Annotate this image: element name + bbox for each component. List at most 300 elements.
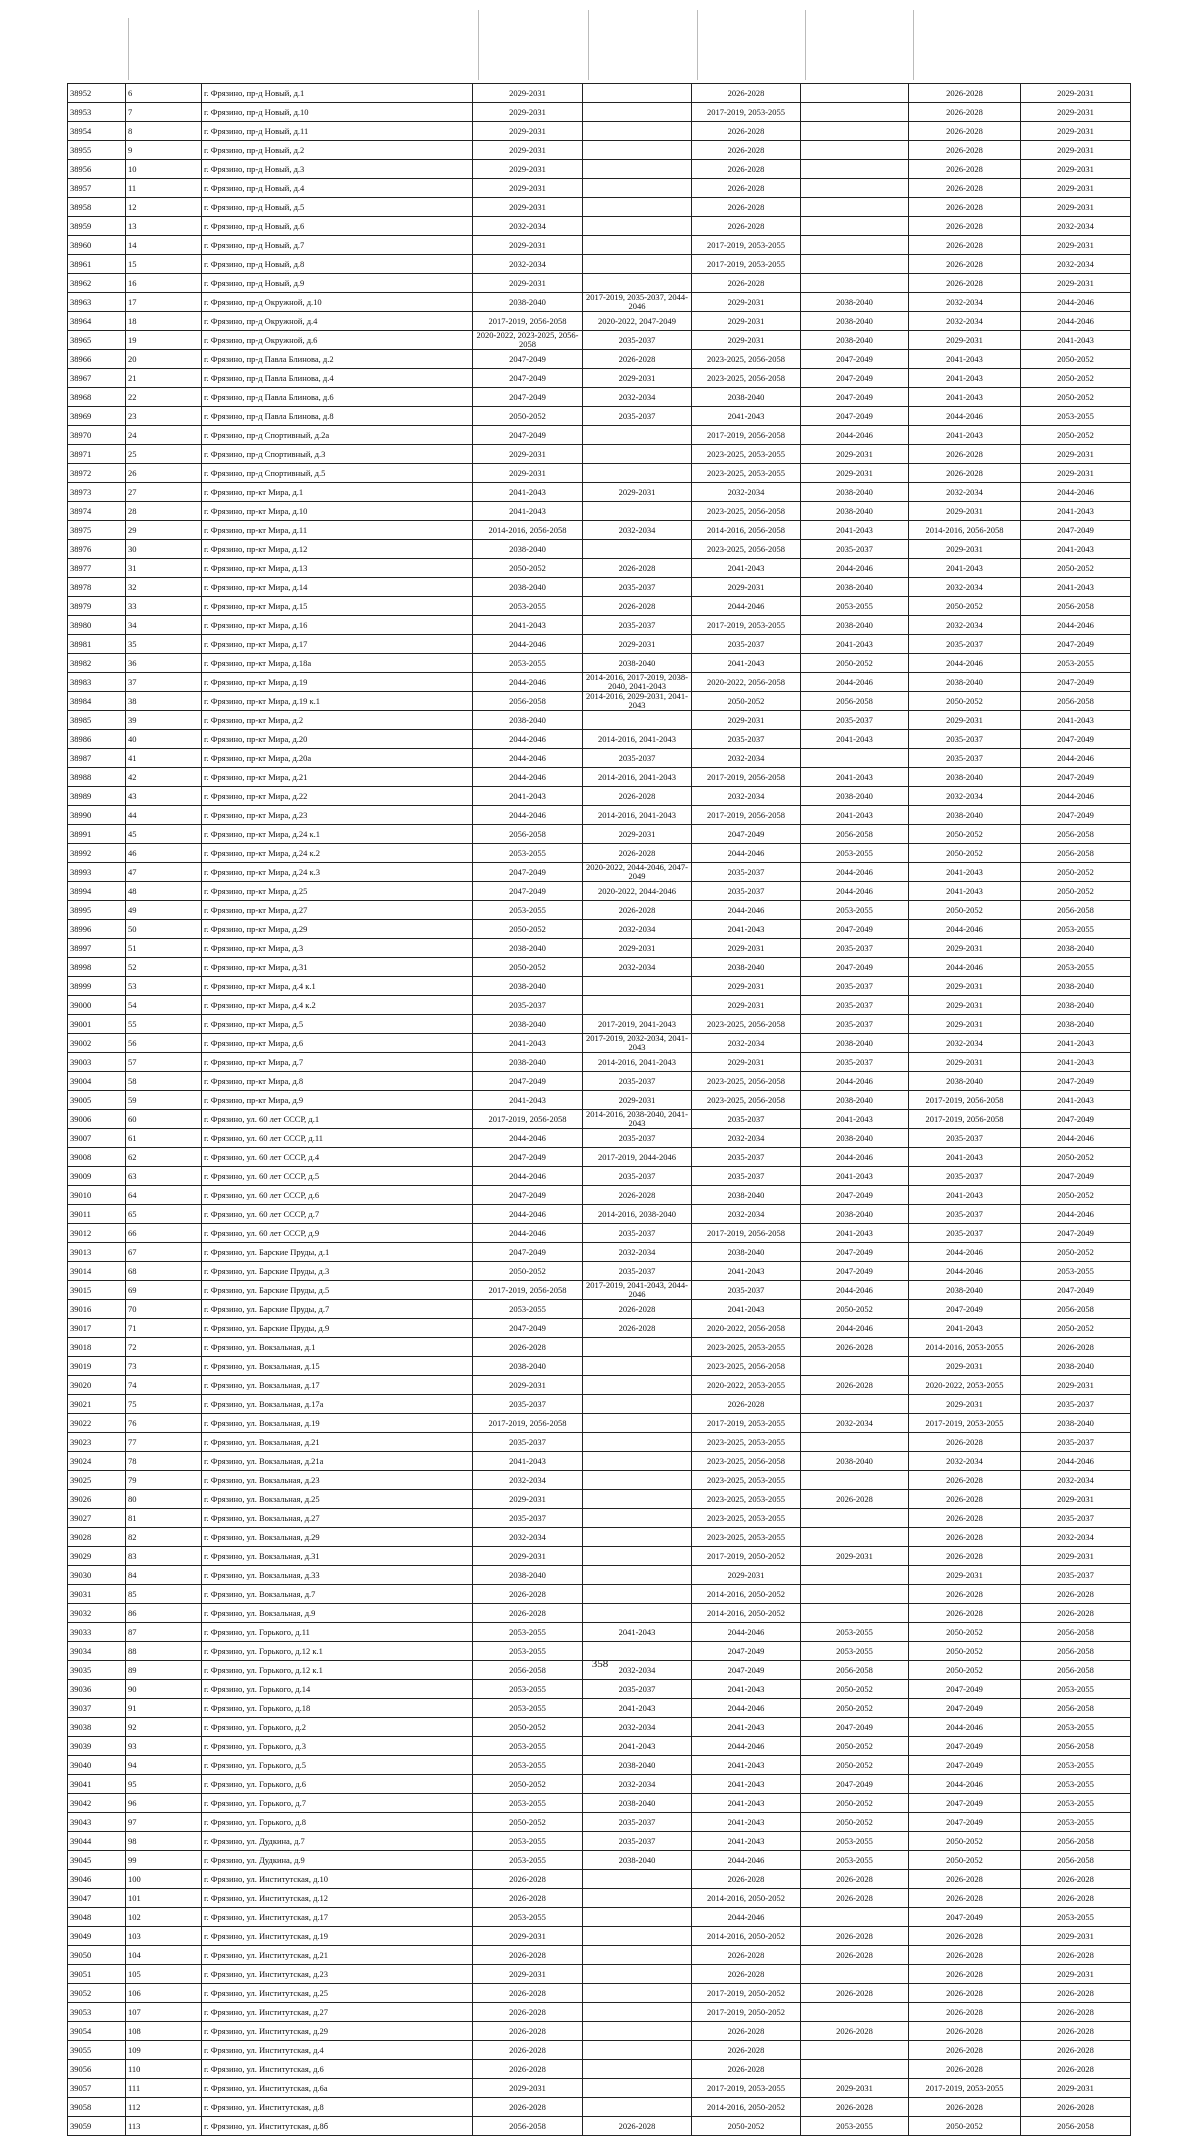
table-cell	[583, 179, 692, 198]
table-cell: 2053-2055	[473, 1300, 583, 1319]
table-cell: 2044-2046	[1021, 749, 1131, 768]
table-cell: 2041-2043	[692, 1262, 801, 1281]
table-cell: 2023-2025, 2053-2055	[692, 1338, 801, 1357]
table-cell: 39	[126, 711, 202, 730]
table-cell: 2020-2022, 2047-2049	[583, 312, 692, 331]
table-row	[68, 1300, 1131, 1319]
table-cell: г. Фрязино, ул. 60 лет СССР, д.1	[202, 1110, 473, 1129]
table-cell: 38969	[68, 407, 126, 426]
table-row	[68, 179, 1131, 198]
table-cell	[583, 1927, 692, 1946]
table-cell: 2029-2031	[1021, 464, 1131, 483]
table-cell: г. Фрязино, пр-д Новый, д.5	[202, 198, 473, 217]
table-cell: г. Фрязино, пр-д Павла Блинова, д.4	[202, 369, 473, 388]
table-row	[68, 1338, 1131, 1357]
table-cell: 2041-2043	[692, 1775, 801, 1794]
table-row	[68, 1623, 1131, 1642]
table-cell: г. Фрязино, пр-кт Мира, д.4 к.1	[202, 977, 473, 996]
table-cell: 2047-2049	[473, 863, 583, 882]
table-row	[68, 388, 1131, 407]
table-cell: 82	[126, 1528, 202, 1547]
table-cell: 2038-2040	[473, 293, 583, 312]
table-cell: 2038-2040	[1021, 1015, 1131, 1034]
table-cell: 2014-2016, 2050-2052	[692, 2098, 801, 2117]
table-cell: 2044-2046	[1021, 1452, 1131, 1471]
table-cell: 2041-2043	[583, 1699, 692, 1718]
table-cell: 2050-2052	[473, 407, 583, 426]
table-cell: 2056-2058	[801, 1661, 909, 1680]
table-cell: 2044-2046	[909, 1262, 1021, 1281]
table-cell: 2032-2034	[583, 958, 692, 977]
table-cell: 39029	[68, 1547, 126, 1566]
table-cell: 2029-2031	[909, 711, 1021, 730]
table-cell: 2044-2046	[1021, 787, 1131, 806]
scan-artifact	[128, 18, 129, 80]
table-cell: 2029-2031	[473, 274, 583, 293]
table-cell: 39045	[68, 1851, 126, 1870]
table-row	[68, 787, 1131, 806]
table-row	[68, 1319, 1131, 1338]
table-cell: 72	[126, 1338, 202, 1357]
table-row	[68, 806, 1131, 825]
table-row	[68, 1205, 1131, 1224]
table-cell: 2032-2034	[473, 1528, 583, 1547]
table-cell	[583, 198, 692, 217]
table-row	[68, 597, 1131, 616]
table-cell: 2038-2040	[692, 958, 801, 977]
table-cell: 2041-2043	[1021, 1091, 1131, 1110]
table-cell: 2014-2016, 2038-2040	[583, 1205, 692, 1224]
table-cell: 38986	[68, 730, 126, 749]
table-cell	[583, 1509, 692, 1528]
table-cell: 2056-2058	[1021, 1661, 1131, 1680]
table-cell: 2053-2055	[1021, 654, 1131, 673]
table-cell: 90	[126, 1680, 202, 1699]
table-cell: 2029-2031	[692, 996, 801, 1015]
table-cell: 38979	[68, 597, 126, 616]
table-cell: 2029-2031	[692, 711, 801, 730]
table-cell: 2047-2049	[909, 1756, 1021, 1775]
table-cell: 2026-2028	[692, 141, 801, 160]
table-cell: г. Фрязино, пр-кт Мира, д.19	[202, 673, 473, 692]
table-cell: 2032-2034	[1021, 1471, 1131, 1490]
table-cell: 2029-2031	[1021, 1547, 1131, 1566]
table-cell: 21	[126, 369, 202, 388]
table-cell: 2038-2040	[909, 806, 1021, 825]
table-cell: 2026-2028	[909, 103, 1021, 122]
table-cell: 2035-2037	[692, 635, 801, 654]
table-cell: 38965	[68, 331, 126, 350]
table-cell: г. Фрязино, пр-д Окружной, д.10	[202, 293, 473, 312]
table-cell: 2035-2037	[692, 882, 801, 901]
table-cell: г. Фрязино, пр-кт Мира, д.4 к.2	[202, 996, 473, 1015]
table-row	[68, 1015, 1131, 1034]
table-cell: 2044-2046	[1021, 616, 1131, 635]
table-cell: 38985	[68, 711, 126, 730]
table-cell: г. Фрязино, пр-кт Мира, д.16	[202, 616, 473, 635]
table-cell: 10	[126, 160, 202, 179]
table-cell: 39001	[68, 1015, 126, 1034]
table-row	[68, 2098, 1131, 2117]
table-cell	[583, 2098, 692, 2117]
table-cell	[583, 141, 692, 160]
table-cell: 39006	[68, 1110, 126, 1129]
table-cell: 39040	[68, 1756, 126, 1775]
table-row	[68, 958, 1131, 977]
table-cell: 24	[126, 426, 202, 445]
table-cell: г. Фрязино, пр-кт Мира, д.1	[202, 483, 473, 502]
table-cell	[801, 122, 909, 141]
table-cell: 2050-2052	[473, 1262, 583, 1281]
table-cell: 2026-2028	[909, 464, 1021, 483]
table-cell: 8	[126, 122, 202, 141]
table-cell: 2029-2031	[692, 312, 801, 331]
table-cell: 38991	[68, 825, 126, 844]
table-cell	[583, 1452, 692, 1471]
table-cell	[583, 2041, 692, 2060]
table-cell: 38974	[68, 502, 126, 521]
table-cell: г. Фрязино, пр-кт Мира, д.14	[202, 578, 473, 597]
table-cell: 2041-2043	[1021, 331, 1131, 350]
table-cell: 17	[126, 293, 202, 312]
table-cell: 2026-2028	[909, 2098, 1021, 2117]
table-cell: 2026-2028	[1021, 1604, 1131, 1623]
table-cell: 2047-2049	[909, 1699, 1021, 1718]
table-cell: 2026-2028	[692, 217, 801, 236]
table-cell: 2041-2043	[1021, 711, 1131, 730]
table-cell: г. Фрязино, ул. Институтская, д.25	[202, 1984, 473, 2003]
table-cell: г. Фрязино, пр-кт Мира, д.9	[202, 1091, 473, 1110]
table-cell: 2029-2031	[1021, 1376, 1131, 1395]
table-cell: 2026-2028	[909, 1471, 1021, 1490]
table-cell: г. Фрязино, пр-д Новый, д.7	[202, 236, 473, 255]
table-cell: 2014-2016, 2041-2043	[583, 730, 692, 749]
table-cell: 39035	[68, 1661, 126, 1680]
table-cell	[583, 2003, 692, 2022]
table-cell	[801, 1433, 909, 1452]
table-cell: г. Фрязино, пр-д Новый, д.1	[202, 84, 473, 103]
table-cell: 2056-2058	[801, 692, 909, 711]
table-cell: 23	[126, 407, 202, 426]
table-cell	[801, 2003, 909, 2022]
table-cell: 39047	[68, 1889, 126, 1908]
table-cell: 2038-2040	[473, 1566, 583, 1585]
table-cell: 2053-2055	[473, 1851, 583, 1870]
table-cell: 2026-2028	[583, 787, 692, 806]
table-cell: 2044-2046	[1021, 293, 1131, 312]
table-cell: 2026-2028	[583, 901, 692, 920]
table-row	[68, 939, 1131, 958]
table-cell: г. Фрязино, ул. 60 лет СССР, д.11	[202, 1129, 473, 1148]
table-cell: 27	[126, 483, 202, 502]
table-cell: г. Фрязино, ул. Барские Пруды, д.7	[202, 1300, 473, 1319]
table-cell: 2017-2019, 2053-2055	[692, 2079, 801, 2098]
table-cell	[583, 1433, 692, 1452]
table-cell: 39041	[68, 1775, 126, 1794]
table-cell: 25	[126, 445, 202, 464]
table-cell: 2044-2046	[801, 1072, 909, 1091]
table-cell: 2026-2028	[692, 274, 801, 293]
table-cell: 2053-2055	[1021, 1908, 1131, 1927]
table-cell: 59	[126, 1091, 202, 1110]
table-cell: г. Фрязино, пр-д Новый, д.6	[202, 217, 473, 236]
table-cell: 2032-2034	[909, 1034, 1021, 1053]
table-cell: 2029-2031	[473, 160, 583, 179]
table-cell: 2044-2046	[801, 559, 909, 578]
table-cell: 50	[126, 920, 202, 939]
table-cell: 2035-2037	[909, 730, 1021, 749]
table-cell: 2041-2043	[909, 1186, 1021, 1205]
table-cell: 2026-2028	[909, 2022, 1021, 2041]
table-cell: 2035-2037	[692, 730, 801, 749]
table-cell	[583, 84, 692, 103]
table-cell: 29	[126, 521, 202, 540]
table-cell: 2053-2055	[473, 597, 583, 616]
table-cell: 2026-2028	[473, 1889, 583, 1908]
table-cell: 51	[126, 939, 202, 958]
table-cell: 2035-2037	[801, 939, 909, 958]
table-cell: 39039	[68, 1737, 126, 1756]
table-cell: 2056-2058	[473, 2117, 583, 2136]
table-cell: 2032-2034	[692, 787, 801, 806]
table-cell: 2029-2031	[473, 445, 583, 464]
table-cell: 2032-2034	[473, 255, 583, 274]
table-cell: 48	[126, 882, 202, 901]
table-row	[68, 1851, 1131, 1870]
table-cell	[583, 1984, 692, 2003]
table-cell: 2041-2043	[909, 388, 1021, 407]
table-cell	[801, 1585, 909, 1604]
table-cell: 2038-2040	[801, 1129, 909, 1148]
table-cell: 39027	[68, 1509, 126, 1528]
table-cell: 78	[126, 1452, 202, 1471]
table-cell: 2044-2046	[801, 863, 909, 882]
table-cell: г. Фрязино, пр-д Павла Блинова, д.8	[202, 407, 473, 426]
table-cell: 38963	[68, 293, 126, 312]
table-row	[68, 1699, 1131, 1718]
table-cell: 2056-2058	[1021, 2117, 1131, 2136]
table-row	[68, 255, 1131, 274]
table-cell: 2026-2028	[473, 2041, 583, 2060]
table-cell: г. Фрязино, пр-д Новый, д.11	[202, 122, 473, 141]
table-cell: 2050-2052	[1021, 863, 1131, 882]
table-cell: 2038-2040	[801, 616, 909, 635]
table-cell: 2032-2034	[473, 1471, 583, 1490]
table-cell: 2038-2040	[1021, 1357, 1131, 1376]
table-cell: 39042	[68, 1794, 126, 1813]
table-cell: 2023-2025, 2053-2055	[692, 1433, 801, 1452]
table-cell: 2029-2031	[1021, 1965, 1131, 1984]
table-cell	[801, 84, 909, 103]
table-cell: 2026-2028	[583, 1186, 692, 1205]
table-cell: 2050-2052	[1021, 559, 1131, 578]
table-cell: 38971	[68, 445, 126, 464]
table-cell: 2029-2031	[583, 369, 692, 388]
table-cell: 2026-2028	[692, 2041, 801, 2060]
table-row	[68, 1243, 1131, 1262]
table-cell: г. Фрязино, ул. Институтская, д.21	[202, 1946, 473, 1965]
table-cell: 2029-2031	[1021, 103, 1131, 122]
table-cell: 2026-2028	[909, 1984, 1021, 2003]
table-cell: 2026-2028	[692, 122, 801, 141]
table-cell: 57	[126, 1053, 202, 1072]
table-cell: 2035-2037	[909, 1224, 1021, 1243]
table-cell: 2041-2043	[909, 369, 1021, 388]
table-cell: 2056-2058	[1021, 597, 1131, 616]
table-row	[68, 1794, 1131, 1813]
scan-artifact	[697, 10, 698, 80]
table-cell: 2038-2040	[909, 1281, 1021, 1300]
table-cell: 2050-2052	[1021, 1243, 1131, 1262]
table-cell: 83	[126, 1547, 202, 1566]
table-cell: г. Фрязино, пр-кт Мира, д.8	[202, 1072, 473, 1091]
table-cell: 2047-2049	[909, 1680, 1021, 1699]
table-cell: 2014-2016, 2056-2058	[909, 521, 1021, 540]
table-row	[68, 1433, 1131, 1452]
table-cell: 2026-2028	[692, 84, 801, 103]
table-cell: 2044-2046	[473, 1224, 583, 1243]
table-cell: 2029-2031	[1021, 122, 1131, 141]
table-cell: 2050-2052	[801, 1794, 909, 1813]
table-cell: 68	[126, 1262, 202, 1281]
table-cell: 2035-2037	[1021, 1395, 1131, 1414]
table-cell: 38967	[68, 369, 126, 388]
table-cell: 2026-2028	[909, 198, 1021, 217]
table-row	[68, 1034, 1131, 1053]
table-cell: 2014-2016, 2041-2043	[583, 806, 692, 825]
table-cell: 2050-2052	[801, 1300, 909, 1319]
table-cell: 38958	[68, 198, 126, 217]
scan-artifact	[588, 10, 589, 80]
table-cell: 2044-2046	[801, 426, 909, 445]
table-cell: 2056-2058	[1021, 825, 1131, 844]
table-cell: 2053-2055	[801, 901, 909, 920]
table-cell: 2023-2025, 2056-2058	[692, 350, 801, 369]
table-cell	[801, 1509, 909, 1528]
table-cell: 2029-2031	[909, 939, 1021, 958]
table-cell: 37	[126, 673, 202, 692]
table-cell: 2038-2040	[909, 1072, 1021, 1091]
table-cell: 2038-2040	[801, 331, 909, 350]
table-cell: 2041-2043	[1021, 502, 1131, 521]
table-cell: 2044-2046	[692, 1699, 801, 1718]
table-cell: 2038-2040	[909, 673, 1021, 692]
table-cell: 76	[126, 1414, 202, 1433]
table-cell: 2047-2049	[1021, 806, 1131, 825]
table-cell: 2038-2040	[801, 1091, 909, 1110]
table-cell: 2026-2028	[909, 236, 1021, 255]
table-cell: 2026-2028	[801, 1927, 909, 1946]
table-cell: 2017-2019, 2056-2058	[692, 806, 801, 825]
table-cell: 38956	[68, 160, 126, 179]
table-row	[68, 844, 1131, 863]
table-cell: 2029-2031	[692, 1053, 801, 1072]
table-cell: 67	[126, 1243, 202, 1262]
table-cell: 2056-2058	[1021, 1300, 1131, 1319]
table-cell: 39056	[68, 2060, 126, 2079]
table-cell: г. Фрязино, ул. Институтская, д.17	[202, 1908, 473, 1927]
table-cell: г. Фрязино, пр-кт Мира, д.25	[202, 882, 473, 901]
table-cell: 2035-2037	[801, 996, 909, 1015]
table-cell: 2029-2031	[909, 1566, 1021, 1585]
table-cell: 2029-2031	[1021, 141, 1131, 160]
table-cell: 2026-2028	[692, 2022, 801, 2041]
table-cell: 2023-2025, 2053-2055	[692, 464, 801, 483]
table-cell: 2056-2058	[473, 1661, 583, 1680]
table-cell	[583, 1376, 692, 1395]
table-cell: 2047-2049	[909, 1300, 1021, 1319]
table-cell: 38994	[68, 882, 126, 901]
table-cell: г. Фрязино, ул. Институтская, д.8б	[202, 2117, 473, 2136]
table-cell: 39008	[68, 1148, 126, 1167]
table-cell: 2053-2055	[473, 1832, 583, 1851]
table-cell	[583, 1471, 692, 1490]
table-cell	[801, 274, 909, 293]
table-cell: 2047-2049	[801, 1775, 909, 1794]
table-cell: 39030	[68, 1566, 126, 1585]
table-cell: 2026-2028	[583, 350, 692, 369]
table-cell: 34	[126, 616, 202, 635]
table-row	[68, 882, 1131, 901]
table-cell: 92	[126, 1718, 202, 1737]
table-cell: 2017-2019, 2050-2052	[692, 2003, 801, 2022]
table-cell: г. Фрязино, пр-кт Мира, д.2	[202, 711, 473, 730]
table-row	[68, 2003, 1131, 2022]
table-row	[68, 1585, 1131, 1604]
table-cell: г. Фрязино, пр-д Новый, д.10	[202, 103, 473, 122]
table-cell: г. Фрязино, ул. Вокзальная, д.15	[202, 1357, 473, 1376]
table-cell: 60	[126, 1110, 202, 1129]
table-cell: 85	[126, 1585, 202, 1604]
table-cell	[583, 160, 692, 179]
table-cell: 86	[126, 1604, 202, 1623]
table-cell: 2020-2022, 2053-2055	[909, 1376, 1021, 1395]
table-cell	[583, 1889, 692, 1908]
table-row	[68, 483, 1131, 502]
table-cell: 2029-2031	[1021, 84, 1131, 103]
table-cell: 109	[126, 2041, 202, 2060]
table-cell	[801, 1528, 909, 1547]
table-cell: 2041-2043	[692, 1794, 801, 1813]
table-cell: 2029-2031	[473, 198, 583, 217]
table-cell: 2053-2055	[1021, 1680, 1131, 1699]
table-row	[68, 1927, 1131, 1946]
table-cell: 2041-2043	[692, 1680, 801, 1699]
table-row	[68, 1566, 1131, 1585]
table-cell: 2056-2058	[1021, 1832, 1131, 1851]
table-cell: 2017-2019, 2056-2058	[909, 1091, 1021, 1110]
table-cell: 2035-2037	[583, 1262, 692, 1281]
table-cell: 112	[126, 2098, 202, 2117]
table-cell: 2041-2043	[909, 1148, 1021, 1167]
table-cell: 2056-2058	[1021, 1623, 1131, 1642]
table-cell: 39026	[68, 1490, 126, 1509]
table-cell: 2020-2022, 2056-2058	[692, 673, 801, 692]
table-cell: 2038-2040	[583, 1756, 692, 1775]
table-cell: 2035-2037	[473, 1509, 583, 1528]
table-cell: 2017-2019, 2053-2055	[692, 255, 801, 274]
table-cell: 2029-2031	[909, 996, 1021, 1015]
table-cell	[583, 977, 692, 996]
table-cell: г. Фрязино, пр-кт Мира, д.20	[202, 730, 473, 749]
table-cell: 2050-2052	[909, 2117, 1021, 2136]
table-cell: 2026-2028	[692, 1965, 801, 1984]
table-cell: 38964	[68, 312, 126, 331]
table-cell: 2032-2034	[583, 1775, 692, 1794]
table-cell: 2026-2028	[909, 1490, 1021, 1509]
table-cell: 39000	[68, 996, 126, 1015]
table-cell: 2047-2049	[1021, 521, 1131, 540]
